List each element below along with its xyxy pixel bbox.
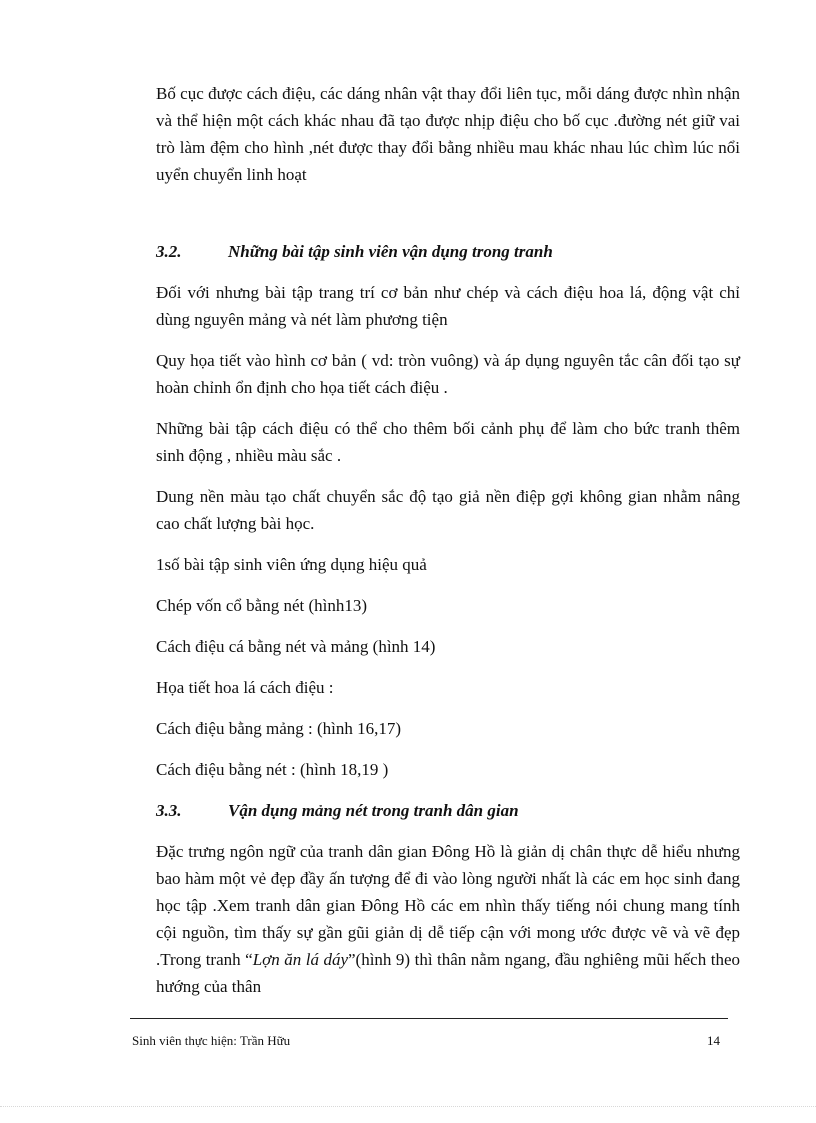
section-title: Những bài tập sinh viên vận dụng trong tranh xyxy=(228,242,553,261)
section-heading-3-2 xyxy=(156,238,740,265)
intro-paragraph: Bố cục được cách điệu, các dáng nhân vật thay đổi liên tục, mỗi dáng được nhìn nhận và thể hiện một cách khác nhau đã tạo được nhịp điệu cho bố cục .đường nét giữ vai trò làm đệm cho hình ,nét được thay đổi bằng nhiều mau khác nhau lúc chìm lúc nổi uyển chuyển linh hoạt xyxy=(156,84,740,184)
body-paragraph: Quy họa tiết vào hình cơ bản ( vd: tròn vuông) và áp dụng nguyên tắc cân đối tạo sự hoàn chỉnh ổn định cho họa tiết cách điệu . xyxy=(156,351,740,397)
paragraph-text: ”(hình 9) thì thân nằm ngang, đầu nghiêng mũi hếch theo hướng của thân xyxy=(156,950,740,996)
list-item: Cách điệu cá bằng nét và mảng (hình 14) xyxy=(156,637,436,656)
footer-author: Sinh viên thực hiện: Trần Hữu xyxy=(132,1033,291,1048)
list-item: Họa tiết hoa lá cách điệu : xyxy=(156,678,334,697)
list-item: Chép vốn cổ bằng nét (hình13) xyxy=(156,596,368,615)
section-title: Vận dụng mảng nét trong tranh dân gian xyxy=(228,801,519,820)
list-item: Cách điệu bằng nét : (hình 18,19 ) xyxy=(156,760,389,779)
list-item: 1số bài tập sinh viên ứng dụng hiệu quả xyxy=(156,555,427,574)
body-paragraph: Dung nền màu tạo chất chuyển sắc độ tạo giả nền điệp gợi không gian nhằm nâng cao chất lượng bài học. xyxy=(156,487,740,533)
section-number: 3.3. xyxy=(156,801,182,820)
section-heading-3-3 xyxy=(156,797,740,824)
body-paragraph: Đối với nhưng bài tập trang trí cơ bản như chép và cách điệu hoa lá, động vật chỉ dùng nguyên mảng và nét làm phương tiện xyxy=(156,283,740,329)
paragraph-text: Đặc trưng ngôn ngữ của tranh dân gian Đông Hồ là giản dị chân thực dễ hiểu nhưng bao hàm một vẻ đẹp đầy ấn tượng để đi vào lòng người nhất là các em học sinh đang học tập .Xem tranh dân gian Đông Hồ các em nhìn thấy tiếng nói chung mang tính cội nguồn, tìm thấy sự gần gũi giản dị dễ tiếp cận với mong ước được vẽ và vẽ đẹp .Trong tranh “ xyxy=(156,842,740,969)
body-paragraph: Những bài tập cách điệu có thể cho thêm bối cảnh phụ để làm cho bức tranh thêm sinh động , nhiều màu sắc . xyxy=(156,419,740,465)
page-number: 14 xyxy=(707,1033,720,1048)
artwork-title: Lợn ăn lá dáy xyxy=(252,950,348,969)
list-item: Cách điệu bằng mảng : (hình 16,17) xyxy=(156,719,402,738)
page-content xyxy=(156,80,740,1000)
body-paragraph xyxy=(156,838,740,1000)
footer-divider xyxy=(130,1018,728,1019)
section-number: 3.2. xyxy=(156,242,182,261)
page-edge-line xyxy=(0,1106,816,1107)
